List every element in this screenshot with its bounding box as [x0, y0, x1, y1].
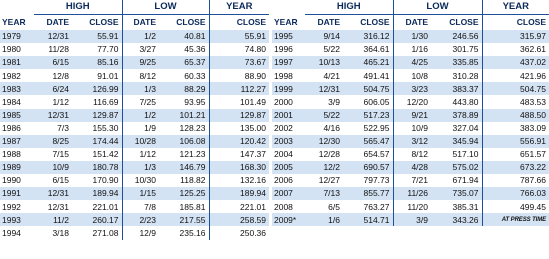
table-row: [272, 69, 549, 82]
year-close-cell: 101.49: [209, 95, 269, 108]
year-cell: 1997: [272, 56, 305, 69]
year-cell: 1980: [0, 43, 34, 56]
year-close-cell: 437.02: [482, 56, 549, 69]
table-row: [0, 56, 269, 69]
high-date-cell: 7/15: [34, 148, 72, 161]
high-date-cell: 12/31: [34, 187, 72, 200]
low-close-cell: 735.07: [431, 187, 482, 200]
low-close-cell: 517.10: [431, 148, 482, 161]
high-close-cell: 221.01: [72, 200, 122, 213]
high-date-cell: 12/2: [305, 161, 343, 174]
high-close-cell: 155.30: [72, 122, 122, 135]
year-cell: 1986: [0, 122, 34, 135]
low-close-cell: 383.37: [431, 82, 482, 95]
year-cell: 1983: [0, 82, 34, 95]
high-date-column-header: DATE: [46, 17, 69, 28]
low-date-cell: 7/8: [122, 200, 159, 213]
low-date-cell: 1/9: [122, 122, 159, 135]
low-date-cell: 1/30: [393, 30, 431, 43]
low-close-cell: 40.81: [159, 30, 209, 43]
low-close-cell: 60.33: [159, 69, 209, 82]
high-date-cell: 11/28: [34, 43, 72, 56]
high-date-cell: 4/16: [305, 122, 343, 135]
high-close-column-header: CLOSE: [89, 17, 119, 28]
table-row: [0, 135, 269, 148]
table-row: [0, 174, 269, 187]
table-row: [0, 213, 269, 226]
year-close-cell: 135.00: [209, 122, 269, 135]
low-date-column-header: DATE: [393, 15, 431, 31]
year-cell: 1988: [0, 148, 34, 161]
low-date-cell: 3/27: [122, 43, 159, 56]
year-close-cell: 315.97: [482, 30, 549, 43]
low-date-cell: 10/9: [393, 122, 431, 135]
high-close-cell: 55.91: [72, 30, 122, 43]
year-close-cell: 88.90: [209, 69, 269, 82]
year-close-cell: 189.94: [209, 187, 269, 200]
low-close-cell: 343.26: [431, 213, 482, 226]
low-group-header: LOW: [122, 0, 209, 15]
high-close-cell: 189.94: [72, 187, 122, 200]
year-cell: 1989: [0, 161, 34, 174]
year-cell: 2008: [272, 200, 305, 213]
high-date-cell: 10/13: [305, 56, 343, 69]
high-close-cell: 797.73: [343, 174, 393, 187]
year-cell: 1993: [0, 213, 34, 226]
table-row: [272, 148, 549, 161]
year-cell: 1990: [0, 174, 34, 187]
high-close-cell: 522.95: [343, 122, 393, 135]
high-date-cell: 5/22: [305, 43, 343, 56]
low-date-cell: 10/8: [393, 69, 431, 82]
table-row: [0, 109, 269, 122]
table-panel-right: [272, 0, 549, 226]
high-date-column-header: DATE: [317, 17, 340, 28]
year-close-cell: 421.96: [482, 69, 549, 82]
low-date-cell: 11/20: [393, 200, 431, 213]
low-close-cell: 310.28: [431, 69, 482, 82]
year-close-cell: 74.80: [209, 43, 269, 56]
table-row: [0, 43, 269, 56]
high-date-cell: 1/12: [34, 95, 72, 108]
year-close-cell: 55.91: [209, 30, 269, 43]
year-close-cell: 112.27: [209, 82, 269, 95]
high-date-cell: 12/28: [305, 148, 343, 161]
high-date-cell: 9/14: [305, 30, 343, 43]
low-close-cell: 443.80: [431, 95, 482, 108]
high-close-cell: 763.27: [343, 200, 393, 213]
table-row: [0, 226, 269, 239]
year-close-cell: 132.16: [209, 174, 269, 187]
year-cell: 2000: [272, 95, 305, 108]
low-date-cell: 1/3: [122, 82, 159, 95]
low-close-cell: 118.82: [159, 174, 209, 187]
low-close-cell: 385.31: [431, 200, 482, 213]
high-close-cell: 116.69: [72, 95, 122, 108]
year-cell: 1984: [0, 95, 34, 108]
low-date-cell: 3/12: [393, 135, 431, 148]
high-close-cell: 565.47: [343, 135, 393, 148]
high-date-cell: 1/6: [305, 213, 343, 226]
year-close-cell: AT PRESS TIME: [482, 213, 549, 226]
year-close-cell: 258.59: [209, 213, 269, 226]
year-close-cell: 499.45: [482, 200, 549, 213]
high-close-cell: 85.16: [72, 56, 122, 69]
low-date-cell: 10/30: [122, 174, 159, 187]
year-close-top-header: YEAR: [482, 0, 549, 15]
table-row: [272, 82, 549, 95]
high-date-cell: 8/25: [34, 135, 72, 148]
table-row: [272, 135, 549, 148]
year-close-cell: 787.66: [482, 174, 549, 187]
low-close-cell: 101.21: [159, 109, 209, 122]
table-row: [0, 69, 269, 82]
high-close-cell: 129.87: [72, 109, 122, 122]
low-date-cell: 9/25: [122, 56, 159, 69]
table-row: [272, 30, 549, 43]
low-date-cell: 4/28: [393, 161, 431, 174]
low-close-cell: 575.02: [431, 161, 482, 174]
high-date-cell: 11/2: [34, 213, 72, 226]
year-close-cell: 362.61: [482, 43, 549, 56]
high-date-cell: 3/9: [305, 95, 343, 108]
low-date-cell: 1/2: [122, 30, 159, 43]
table-row: [0, 200, 269, 213]
low-close-cell: 246.56: [431, 30, 482, 43]
year-cell: 1985: [0, 109, 34, 122]
year-cell: 2004: [272, 148, 305, 161]
low-date-cell: 1/3: [122, 161, 159, 174]
low-close-cell: 45.36: [159, 43, 209, 56]
year-close-cell: 766.03: [482, 187, 549, 200]
high-date-cell: 6/15: [34, 56, 72, 69]
high-date-cell: 7/13: [305, 187, 343, 200]
low-date-cell: 3/9: [393, 213, 431, 226]
high-close-cell: 151.42: [72, 148, 122, 161]
high-close-cell: 260.17: [72, 213, 122, 226]
high-close-cell: 690.57: [343, 161, 393, 174]
low-date-cell: 2/23: [122, 213, 159, 226]
year-cell: 1998: [272, 69, 305, 82]
low-date-cell: 7/25: [122, 95, 159, 108]
table-row: [0, 95, 269, 108]
high-group-header: HIGH: [305, 0, 393, 15]
year-close-cell: 673.22: [482, 161, 549, 174]
low-close-cell: 235.16: [159, 226, 209, 239]
low-close-cell: 335.85: [431, 56, 482, 69]
high-date-cell: 12/31: [305, 82, 343, 95]
year-cell: 1982: [0, 69, 34, 82]
low-close-cell: 378.89: [431, 109, 482, 122]
low-close-cell: 327.04: [431, 122, 482, 135]
high-date-cell: 12/31: [34, 200, 72, 213]
year-cell: 2007: [272, 187, 305, 200]
year-column-header: YEAR: [2, 17, 26, 27]
high-close-cell: 855.77: [343, 187, 393, 200]
year-close-column-header: CLOSE: [209, 15, 269, 31]
low-date-cell: 8/12: [122, 69, 159, 82]
year-cell: 1987: [0, 135, 34, 148]
year-cell: 2005: [272, 161, 305, 174]
table-row: [272, 161, 549, 174]
table-row: [0, 82, 269, 95]
low-date-cell: 1/12: [122, 148, 159, 161]
year-close-cell: 483.53: [482, 95, 549, 108]
high-group-header: HIGH: [34, 0, 122, 15]
low-date-cell: 1/16: [393, 43, 431, 56]
high-date-cell: 5/22: [305, 109, 343, 122]
high-date-cell: 12/31: [34, 30, 72, 43]
high-close-cell: 517.23: [343, 109, 393, 122]
high-close-column-header: CLOSE: [360, 17, 390, 28]
high-date-cell: 10/9: [34, 161, 72, 174]
low-date-cell: 12/20: [393, 95, 431, 108]
low-close-cell: 146.79: [159, 161, 209, 174]
year-cell: 1979: [0, 30, 34, 43]
high-close-cell: 606.05: [343, 95, 393, 108]
low-date-cell: 11/26: [393, 187, 431, 200]
low-close-cell: 301.75: [431, 43, 482, 56]
low-close-cell: 671.94: [431, 174, 482, 187]
history-table-1979-1994: [0, 0, 269, 240]
low-date-cell: 1/15: [122, 187, 159, 200]
high-close-cell: 654.57: [343, 148, 393, 161]
year-cell: 2001: [272, 109, 305, 122]
table-row: [272, 213, 549, 226]
year-close-cell: 383.09: [482, 122, 549, 135]
high-close-cell: 491.41: [343, 69, 393, 82]
year-close-cell: 129.87: [209, 109, 269, 122]
year-close-cell: 73.67: [209, 56, 269, 69]
year-cell: 1994: [0, 226, 34, 239]
year-close-cell: 168.30: [209, 161, 269, 174]
table-row: [272, 43, 549, 56]
high-close-cell: 126.99: [72, 82, 122, 95]
table-row: [0, 122, 269, 135]
table-row: [272, 200, 549, 213]
low-close-cell: 65.37: [159, 56, 209, 69]
table-row: [0, 30, 269, 43]
year-cell: 1996: [272, 43, 305, 56]
high-date-cell: 12/30: [305, 135, 343, 148]
year-close-top-header: YEAR: [209, 0, 269, 15]
low-date-cell: 3/23: [393, 82, 431, 95]
year-column-header: YEAR: [274, 17, 298, 27]
low-date-cell: 9/21: [393, 109, 431, 122]
low-close-cell: 128.23: [159, 122, 209, 135]
low-close-column-header: CLOSE: [176, 17, 206, 28]
high-close-cell: 465.21: [343, 56, 393, 69]
year-cell: 1981: [0, 56, 34, 69]
high-date-cell: 6/5: [305, 200, 343, 213]
year-close-cell: 556.91: [482, 135, 549, 148]
low-date-cell: 8/12: [393, 148, 431, 161]
table-row: [0, 161, 269, 174]
table-row: [272, 95, 549, 108]
high-close-cell: 174.44: [72, 135, 122, 148]
low-close-cell: 88.29: [159, 82, 209, 95]
year-close-cell: 221.01: [209, 200, 269, 213]
high-date-cell: 3/18: [34, 226, 72, 239]
low-close-cell: 125.25: [159, 187, 209, 200]
year-close-column-header: CLOSE: [482, 15, 549, 31]
year-cell: 2002: [272, 122, 305, 135]
high-close-cell: 364.61: [343, 43, 393, 56]
high-date-cell: 6/24: [34, 82, 72, 95]
low-date-cell: 1/2: [122, 109, 159, 122]
table-row: [272, 174, 549, 187]
year-close-cell: 504.75: [482, 82, 549, 95]
table-row: [272, 109, 549, 122]
low-date-cell: 4/25: [393, 56, 431, 69]
low-close-column-header: CLOSE: [449, 17, 479, 28]
high-close-cell: 514.71: [343, 213, 393, 226]
high-close-cell: 170.90: [72, 174, 122, 187]
high-date-cell: 6/15: [34, 174, 72, 187]
year-cell: 1991: [0, 187, 34, 200]
low-close-cell: 345.94: [431, 135, 482, 148]
year-cell: 2006: [272, 174, 305, 187]
high-date-cell: 12/27: [305, 174, 343, 187]
table-row: [0, 148, 269, 161]
high-close-cell: 271.08: [72, 226, 122, 239]
year-close-cell: 651.57: [482, 148, 549, 161]
low-group-header: LOW: [393, 0, 482, 15]
high-date-cell: 12/31: [34, 109, 72, 122]
low-close-cell: 106.08: [159, 135, 209, 148]
table-row: [272, 122, 549, 135]
low-close-cell: 93.95: [159, 95, 209, 108]
table-row: [272, 187, 549, 200]
low-date-cell: 10/28: [122, 135, 159, 148]
high-close-cell: 316.12: [343, 30, 393, 43]
table-row: [0, 187, 269, 200]
year-cell: 2009*: [272, 213, 305, 226]
year-cell: 1999: [272, 82, 305, 95]
history-table-1995-2009: [272, 0, 549, 226]
year-cell: 1995: [272, 30, 305, 43]
low-close-cell: 185.81: [159, 200, 209, 213]
high-date-cell: 4/21: [305, 69, 343, 82]
table-body-left: [0, 30, 269, 240]
year-close-cell: 488.50: [482, 109, 549, 122]
table-panel-left: [0, 0, 269, 240]
high-close-cell: 77.70: [72, 43, 122, 56]
high-close-cell: 504.75: [343, 82, 393, 95]
low-close-cell: 121.23: [159, 148, 209, 161]
table-row: [272, 56, 549, 69]
year-close-cell: 250.36: [209, 226, 269, 239]
table-body-right: [272, 30, 549, 226]
low-date-cell: 7/21: [393, 174, 431, 187]
year-close-cell: 147.37: [209, 148, 269, 161]
year-close-cell: 120.42: [209, 135, 269, 148]
year-cell: 2003: [272, 135, 305, 148]
year-cell: 1992: [0, 200, 34, 213]
high-date-cell: 12/8: [34, 69, 72, 82]
high-close-cell: 180.78: [72, 161, 122, 174]
high-close-cell: 91.01: [72, 69, 122, 82]
low-close-cell: 217.55: [159, 213, 209, 226]
low-date-column-header: DATE: [122, 15, 159, 31]
low-date-cell: 12/9: [122, 226, 159, 239]
high-date-cell: 7/3: [34, 122, 72, 135]
